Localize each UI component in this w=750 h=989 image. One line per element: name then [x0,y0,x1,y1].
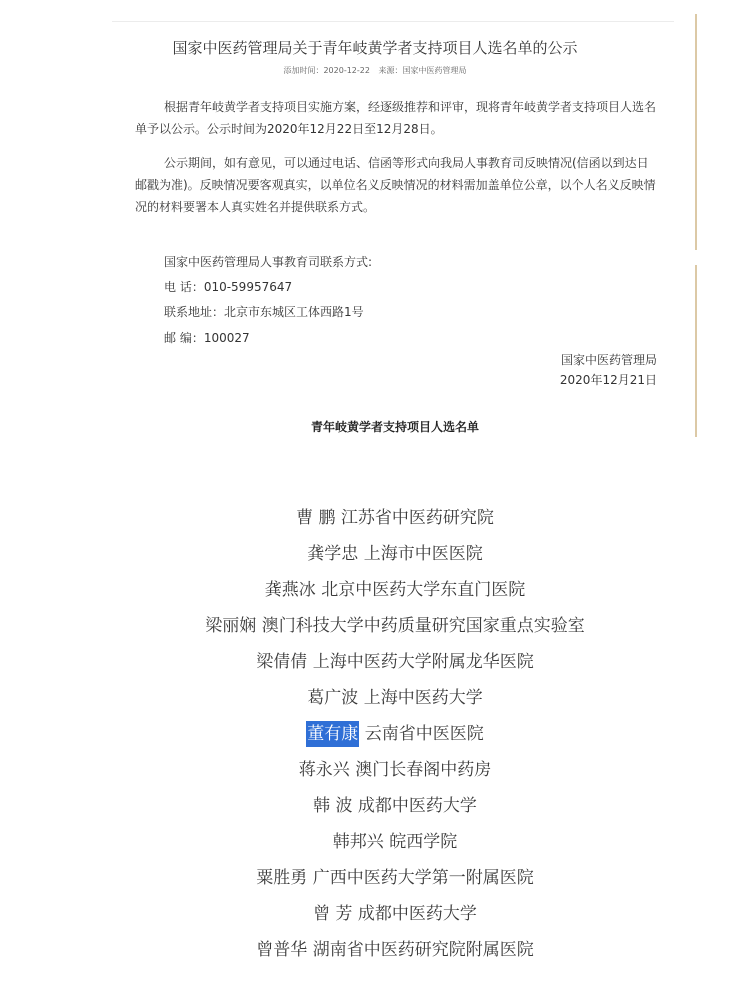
contact-heading: 国家中医药管理局人事教育司联系方式: [164,255,373,269]
contact-phone: 电 话：010-59957647 [164,280,293,294]
candidate-institution[interactable]: 上海市中医医院 [363,544,483,564]
list-item [0,680,750,716]
candidate-name[interactable]: 龚燕冰 [264,580,316,600]
source-link[interactable]: 来源：国家中医药管理局 [378,66,467,75]
list-item [0,896,750,932]
candidate-name[interactable]: 梁丽娴 [205,616,257,636]
list-item [0,860,750,896]
list-item [0,752,750,788]
candidate-institution[interactable]: 云南省中医医院 [364,724,484,744]
article-meta [0,65,750,76]
paragraph-intro: 根据青年岐黄学者支持项目实施方案，经逐级推荐和评审，现将青年岐黄学者支持项目人选名单予以公示。公示时间为2020年12月22日至12月28日。 [135,100,657,136]
candidate-institution[interactable]: 江苏省中医药研究院 [340,508,494,528]
contact-address: 联系地址：北京市东城区工体西路1号 [164,305,364,319]
side-accent-line [695,265,697,437]
list-item [0,824,750,860]
candidate-name[interactable]: 葛广波 [307,688,359,708]
list-title: 青年岐黄学者支持项目人选名单 [310,420,479,434]
candidate-name[interactable]: 蒋永兴 [298,760,350,780]
signature-org: 国家中医药管理局 [560,353,657,367]
list-item [0,500,750,536]
list-item [0,536,750,572]
candidate-institution[interactable]: 上海中医药大学附属龙华医院 [312,652,534,672]
candidate-institution[interactable]: 澳门科技大学中药质量研究国家重点实验室 [261,616,585,636]
candidate-institution[interactable]: 上海中医药大学 [363,688,483,708]
candidate-list [0,500,750,968]
candidate-institution[interactable]: 北京中医药大学东直门医院 [321,580,526,600]
list-item [0,572,750,608]
list-item [0,788,750,824]
list-item [0,644,750,680]
candidate-name[interactable]: 曾 芳 [313,904,353,924]
candidate-name[interactable]: 梁倩倩 [256,652,308,672]
candidate-name[interactable]: 粟胜勇 [256,868,308,888]
candidate-institution[interactable]: 皖西学院 [389,832,458,852]
contact-postcode: 邮 编：100027 [164,331,250,345]
candidate-name[interactable]: 韩邦兴 [332,832,384,852]
candidate-name[interactable]: 韩 波 [313,796,353,816]
candidate-name[interactable]: 龚学忠 [307,544,359,564]
candidate-institution[interactable]: 成都中医药大学 [357,796,477,816]
candidate-name[interactable]: 曹 鹏 [296,508,336,528]
candidate-name[interactable]: 曾普华 [256,940,308,960]
paragraph-feedback: 公示期间，如有意见，可以通过电话、信函等形式向我局人事教育司反映情况(信函以到达日邮戳为准)。反映情况要客观真实，以单位名义反映情况的材料需加盖单位公章，以个人名义反映情况的材料要署本人真实姓名并提供联系方式。 [135,156,656,214]
candidate-institution[interactable]: 澳门长春阁中药房 [355,760,492,780]
candidate-institution[interactable]: 成都中医药大学 [357,904,477,924]
candidate-institution[interactable]: 湖南省中医药研究院附属医院 [312,940,534,960]
header-divider [112,21,674,22]
list-item [0,716,750,752]
candidate-name-selected[interactable]: 董有康 [306,721,359,747]
list-item [0,608,750,644]
added-time: 添加时间：2020-12-22 [283,66,370,75]
page-title: 国家中医药管理局关于青年岐黄学者支持项目人选名单的公示 [172,39,578,57]
candidate-institution[interactable]: 广西中医药大学第一附属医院 [312,868,534,888]
signature-date: 2020年12月21日 [559,373,657,387]
list-item [0,932,750,968]
